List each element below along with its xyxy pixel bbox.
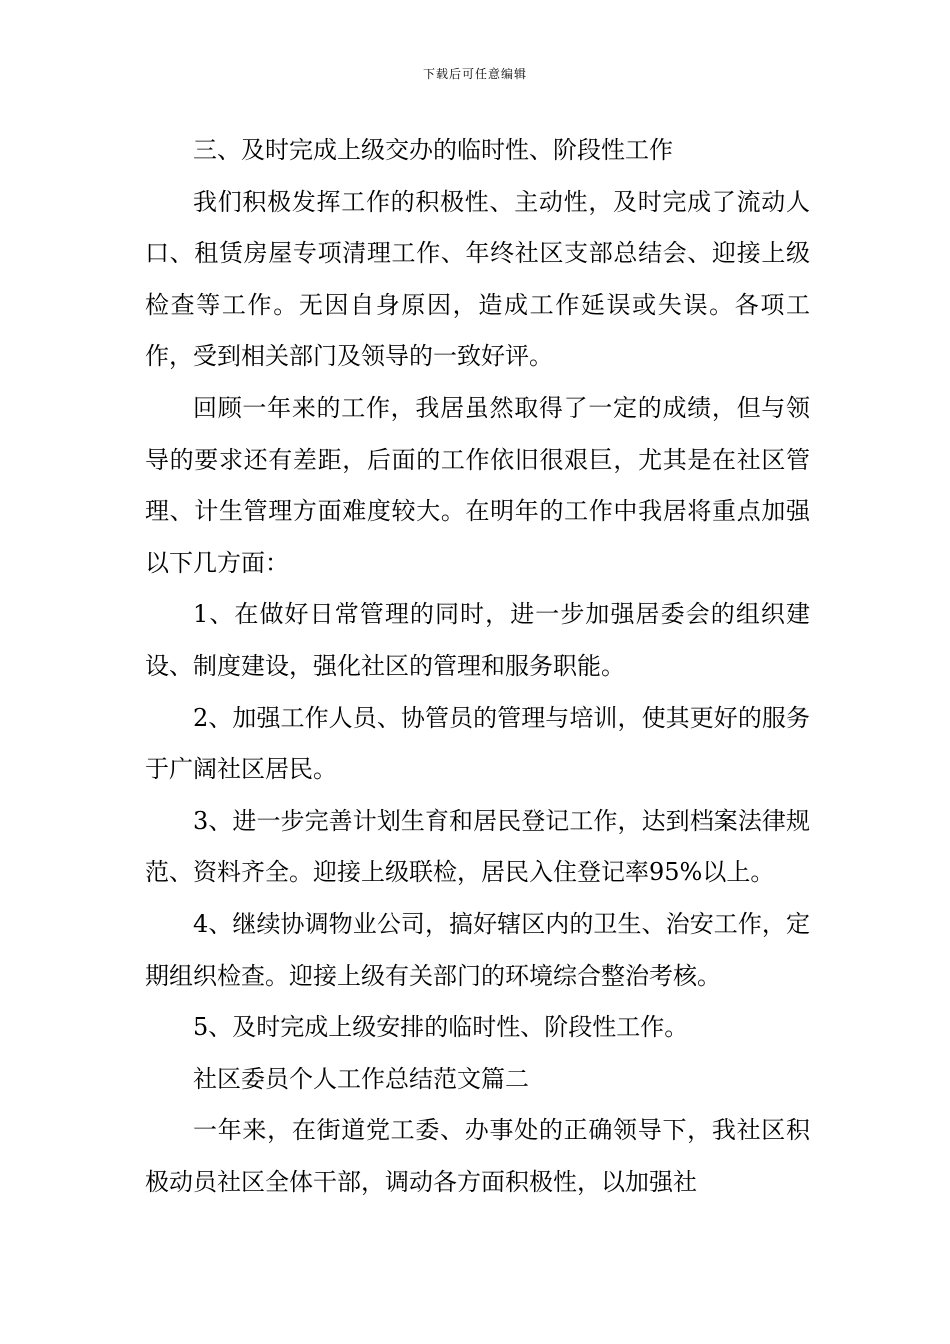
paragraph-review: 回顾一年来的工作，我居虽然取得了一定的成绩，但与领导的要求还有差距，后面的工作依旧很艰巨，尤其是在社区管理、计生管理方面难度较大。在明年的工作中我居将重点加强以下几方面： <box>145 393 810 577</box>
list-item-4: 4、继续协调物业公司，搞好辖区内的卫生、治安工作，定期组织检查。迎接上级有关部门的环境综合整治考核。 <box>145 909 810 990</box>
paragraph-intro-part-two: 一年来，在街道党工委、办事处的正确领导下，我社区积极动员社区全体干部，调动各方面积极性，以加强社 <box>145 1116 810 1196</box>
document-body <box>145 125 810 1208</box>
list-item-5: 5、及时完成上级安排的临时性、阶段性工作。 <box>193 1013 689 1042</box>
section-heading-three: 三、及时完成上级交办的临时性、阶段性工作 <box>193 136 673 164</box>
list-item-1: 1、在做好日常管理的同时，进一步加强居委会的组织建设、制度建设，强化社区的管理和服务职能。 <box>145 600 810 680</box>
header-note: 下载后可任意编辑 <box>422 67 527 81</box>
article-title-part-two: 社区委员个人工作总结范文篇二 <box>193 1064 529 1093</box>
list-item-3: 3、进一步完善计划生育和居民登记工作，达到档案法律规范、资料齐全。迎接上级联检，居民入住登记率95%以上。 <box>145 806 810 887</box>
list-item-2: 2、加强工作人员、协管员的管理与培训，使其更好的服务于广阔社区居民。 <box>145 703 810 784</box>
paragraph-temporary-work: 我们积极发挥工作的积极性、主动性，及时完成了流动人口、租赁房屋专项清理工作、年终社区支部总结会、迎接上级检查等工作。无因自身原因，造成工作延误或失误。各项工作，受到相关部门及领导的一致好评。 <box>145 187 810 371</box>
